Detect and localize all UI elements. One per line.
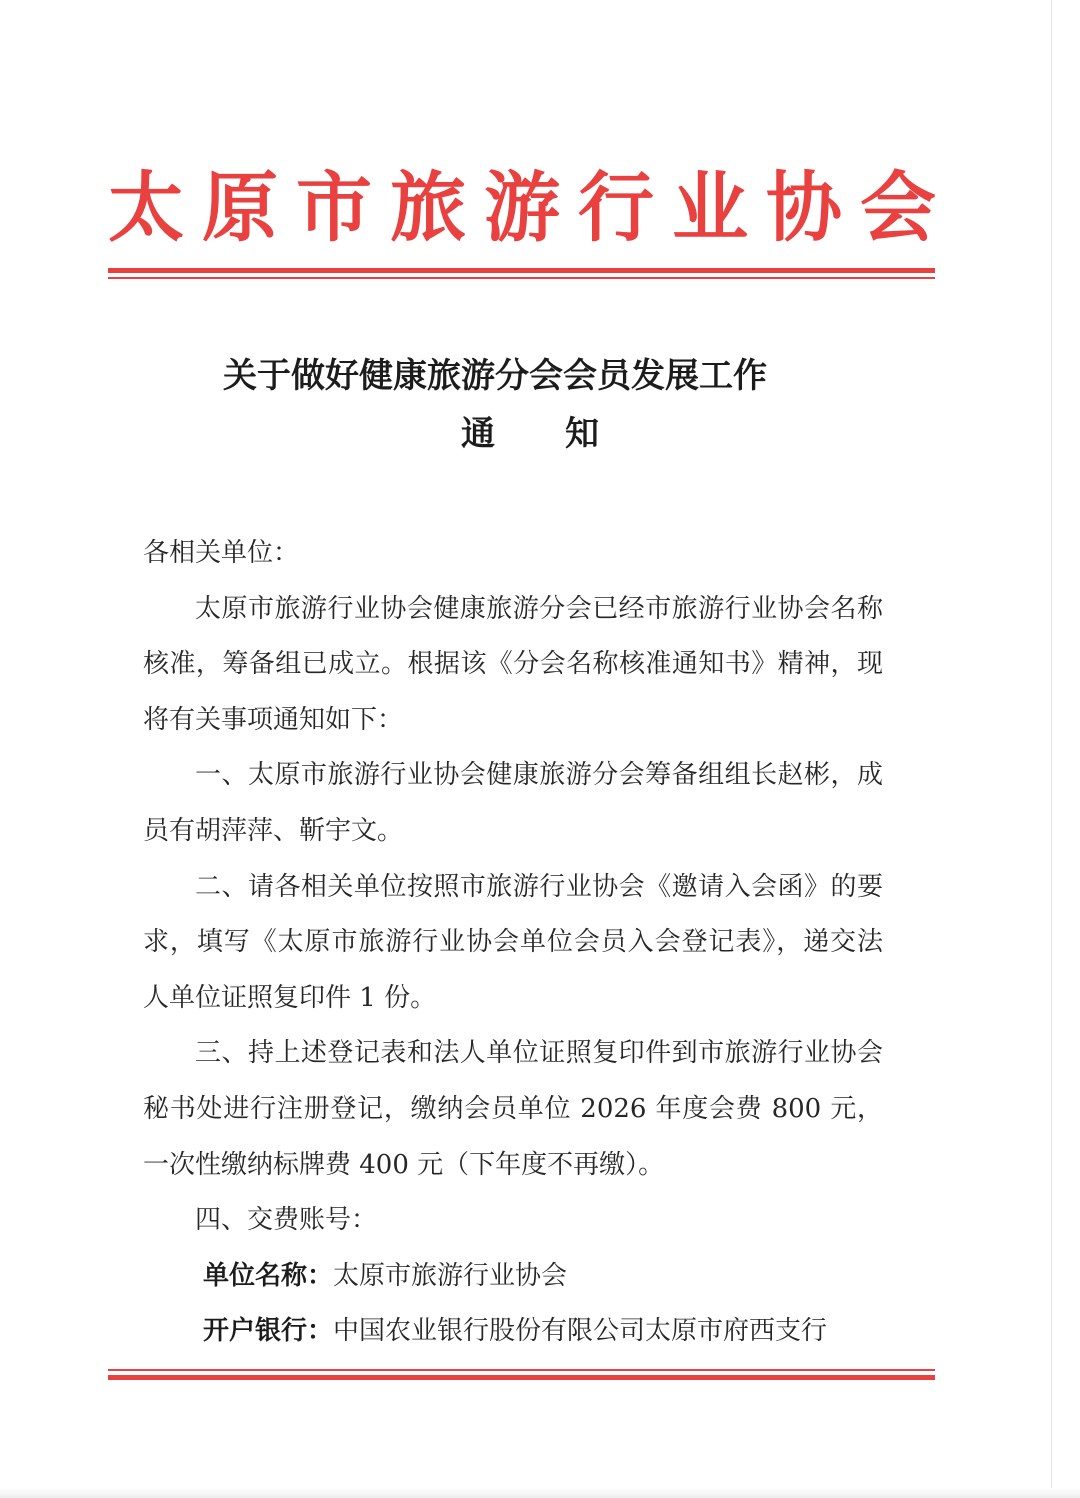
letterhead-org-name: 太原市旅游行业协会: [108, 163, 954, 252]
item-paragraph-4: 四、交费账号：: [195, 1205, 378, 1236]
account-bank-value: 中国农业银行股份有限公司太原市府西支行: [333, 1316, 828, 1347]
item-paragraph-2: 二、请各相关单位按照市旅游行业协会《邀请入会函》的要求，填写《太原市旅游行业协会单位会员入会登记表》，递交法人单位证照复印件 1 份。: [143, 871, 883, 1013]
scan-shadow: [0, 1488, 1080, 1498]
document-title: 关于做好健康旅游分会会员发展工作: [223, 356, 767, 396]
account-bank-label: 开户银行：: [203, 1316, 334, 1347]
account-unit-label: 单位名称：: [203, 1260, 334, 1291]
account-bank-row: [143, 1304, 883, 1360]
intro-paragraph: 太原市旅游行业协会健康旅游分会已经市旅游行业协会名称核准，筹备组已成立。根据该《分会名称核准通知书》精神，现将有关事项通知如下：: [143, 593, 883, 735]
footer-rule-thick: [108, 1375, 935, 1380]
document-body: [143, 526, 883, 1360]
salutation: 各相关单位：: [143, 538, 300, 568]
scan-edge: [1051, 0, 1052, 1498]
letterhead-rule-thin: [108, 277, 935, 279]
item-paragraph-1: 一、太原市旅游行业协会健康旅游分会筹备组组长赵彬，成员有胡萍萍、靳宇文。: [143, 760, 883, 846]
document-title-notice: 通知: [461, 414, 669, 454]
footer-rule-thin: [108, 1369, 935, 1371]
item-paragraph-3: 三、持上述登记表和法人单位证照复印件到市旅游行业协会秘书处进行注册登记，缴纳会员单位 2026 年度会费 800 元，一次性缴纳标牌费 400 元（下年度不再缴）。: [143, 1038, 883, 1180]
account-unit-row: [143, 1249, 883, 1305]
account-unit-value: 太原市旅游行业协会: [333, 1260, 568, 1291]
letterhead-rule-thick: [108, 268, 935, 273]
